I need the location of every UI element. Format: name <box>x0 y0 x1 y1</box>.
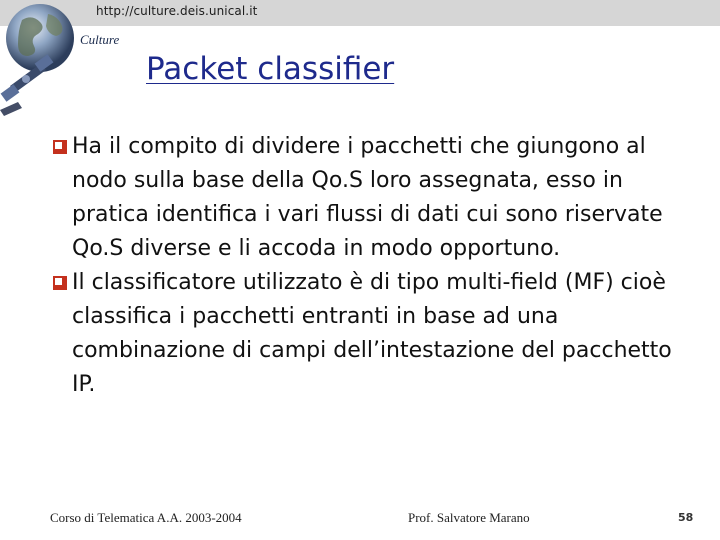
square-bullet-icon <box>53 276 67 290</box>
footer-course: Corso di Telematica A.A. 2003-2004 <box>50 510 242 525</box>
slide-title: Packet classifier <box>146 51 395 87</box>
list-item <box>52 130 672 266</box>
footer-author: Prof. Salvatore Marano <box>408 510 530 525</box>
bullet-text: Il classificatore utilizzato è di tipo multi-field (MF) cioè classifica i pacchetti entranti in base ad una combinazione di campi dell’intestazione del pacchetto IP. <box>72 270 672 397</box>
bullet-text: Ha il compito di dividere i pacchetti che giungono al nodo sulla base della Qo.S loro assegnata, esso in pratica identifica i vari flussi di dati cui sono riservate Qo.S diverse e li accoda in modo opportuno. <box>72 134 663 261</box>
globe-logo-icon <box>0 0 130 120</box>
list-item <box>52 266 672 402</box>
logo-text: Culture <box>80 32 120 47</box>
header-url: http://culture.deis.unical.it <box>96 4 258 18</box>
square-bullet-icon <box>53 140 67 154</box>
page-number: 58 <box>678 511 694 524</box>
bullet-list <box>52 130 672 402</box>
